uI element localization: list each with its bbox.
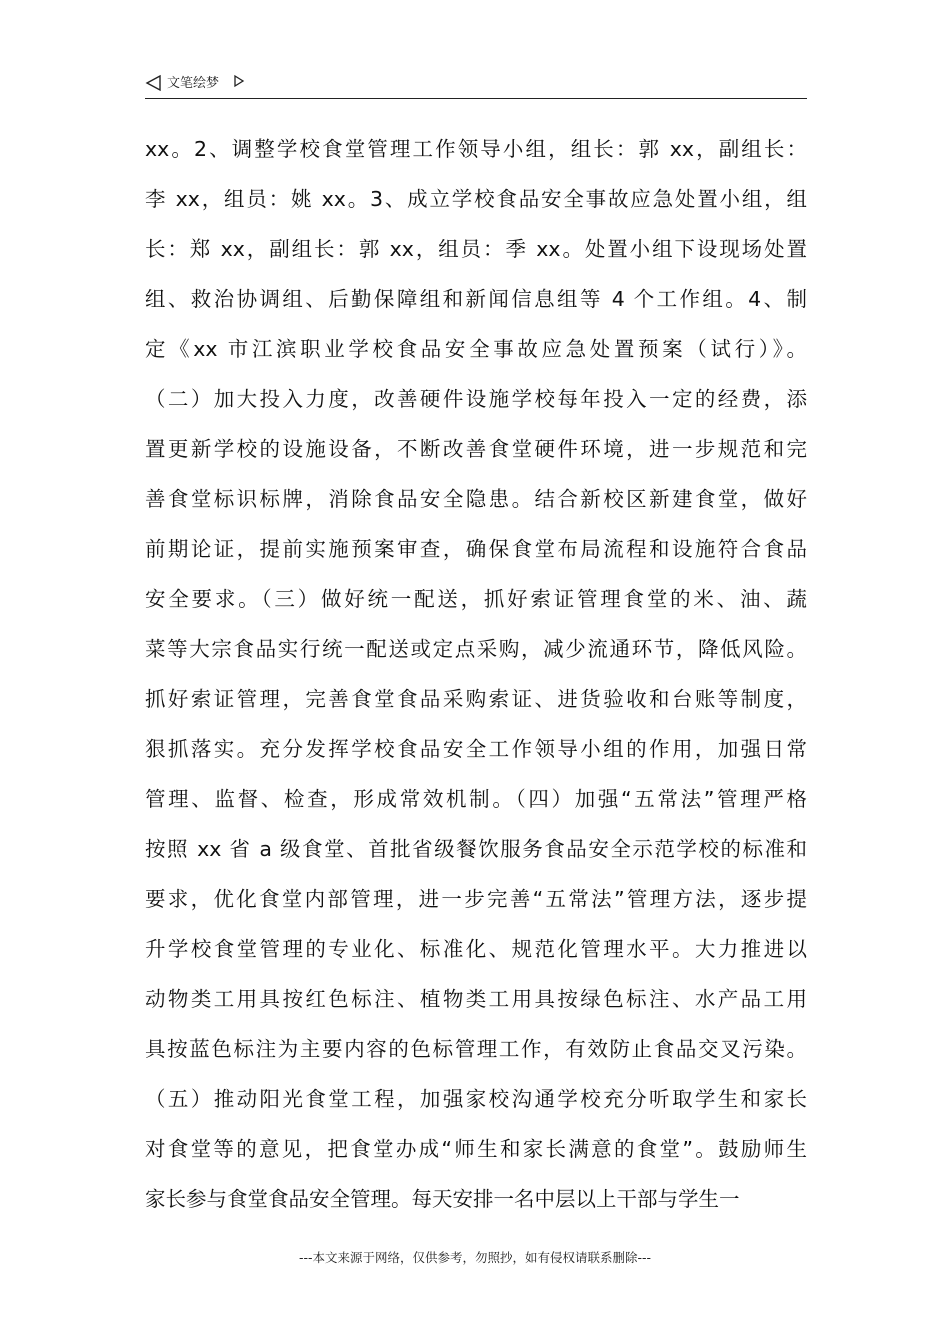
text-line: 具按蓝色标注为主要内容的色标管理工作，有效防止食品交叉污染。 (145, 1037, 807, 1061)
text-line: 要求，优化食堂内部管理，进一步完善“五常法”管理方法，逐步提 (145, 887, 807, 911)
text-line: xx。2、调整学校食堂管理工作领导小组，组长：郭 xx，副组长： (145, 137, 807, 161)
text-line: 善食堂标识标牌，消除食品安全隐患。结合新校区新建食堂，做好 (145, 487, 807, 511)
text-line: 安全要求。（三）做好统一配送，抓好索证管理食堂的米、油、蔬 (145, 587, 807, 611)
text-line: 组、救治协调组、后勤保障组和新闻信息组等 4 个工作组。4、制 (145, 287, 807, 311)
page-header (145, 72, 807, 99)
text-line: （二）加大投入力度，改善硬件设施学校每年投入一定的经费，添 (145, 387, 807, 411)
text-line: 李 xx，组员：姚 xx。3、成立学校食品安全事故应急处置小组，组 (145, 187, 807, 211)
triangle-left-icon (145, 74, 163, 92)
text-line: 升学校食堂管理的专业化、标准化、规范化管理水平。大力推进以 (145, 937, 807, 961)
text-line: 家长参与食堂食品安全管理。每天安排一名中层以上干部与学生一 (145, 1187, 740, 1211)
footer-disclaimer: ---本文来源于网络，仅供参考，勿照抄，如有侵权请联系删除--- (298, 1250, 652, 1265)
text-line: 按照 xx 省 a 级食堂、首批省级餐饮服务食品安全示范学校的标准和 (145, 837, 807, 861)
text-line: 抓好索证管理，完善食堂食品采购索证、进货验收和台账等制度， (145, 687, 807, 711)
text-line: 定《xx 市江滨职业学校食品安全事故应急处置预案（试行）》。 (145, 337, 807, 361)
text-line: 长：郑 xx，副组长：郭 xx，组员：季 xx。处置小组下设现场处置 (145, 237, 807, 261)
text-line: 前期论证，提前实施预案审查，确保食堂布局流程和设施符合食品 (145, 537, 807, 561)
triangle-right-icon (233, 74, 245, 88)
document-body (145, 124, 807, 1224)
text-line: （五）推动阳光食堂工程，加强家校沟通学校充分听取学生和家长 (145, 1087, 807, 1111)
text-line: 对食堂等的意见，把食堂办成“师生和家长满意的食堂”。鼓励师生 (145, 1137, 807, 1161)
text-line: 狠抓落实。充分发挥学校食品安全工作领导小组的作用，加强日常 (145, 737, 807, 761)
text-line: 置更新学校的设施设备，不断改善食堂硬件环境，进一步规范和完 (145, 437, 807, 461)
header-title: 文笔绘梦 (167, 76, 220, 91)
text-line: 管理、监督、检查，形成常效机制。（四）加强“五常法”管理严格 (145, 787, 807, 811)
text-line: 菜等大宗食品实行统一配送或定点采购，减少流通环节，降低风险。 (145, 637, 807, 661)
text-line: 动物类工用具按红色标注、植物类工用具按绿色标注、水产品工用 (145, 987, 807, 1011)
